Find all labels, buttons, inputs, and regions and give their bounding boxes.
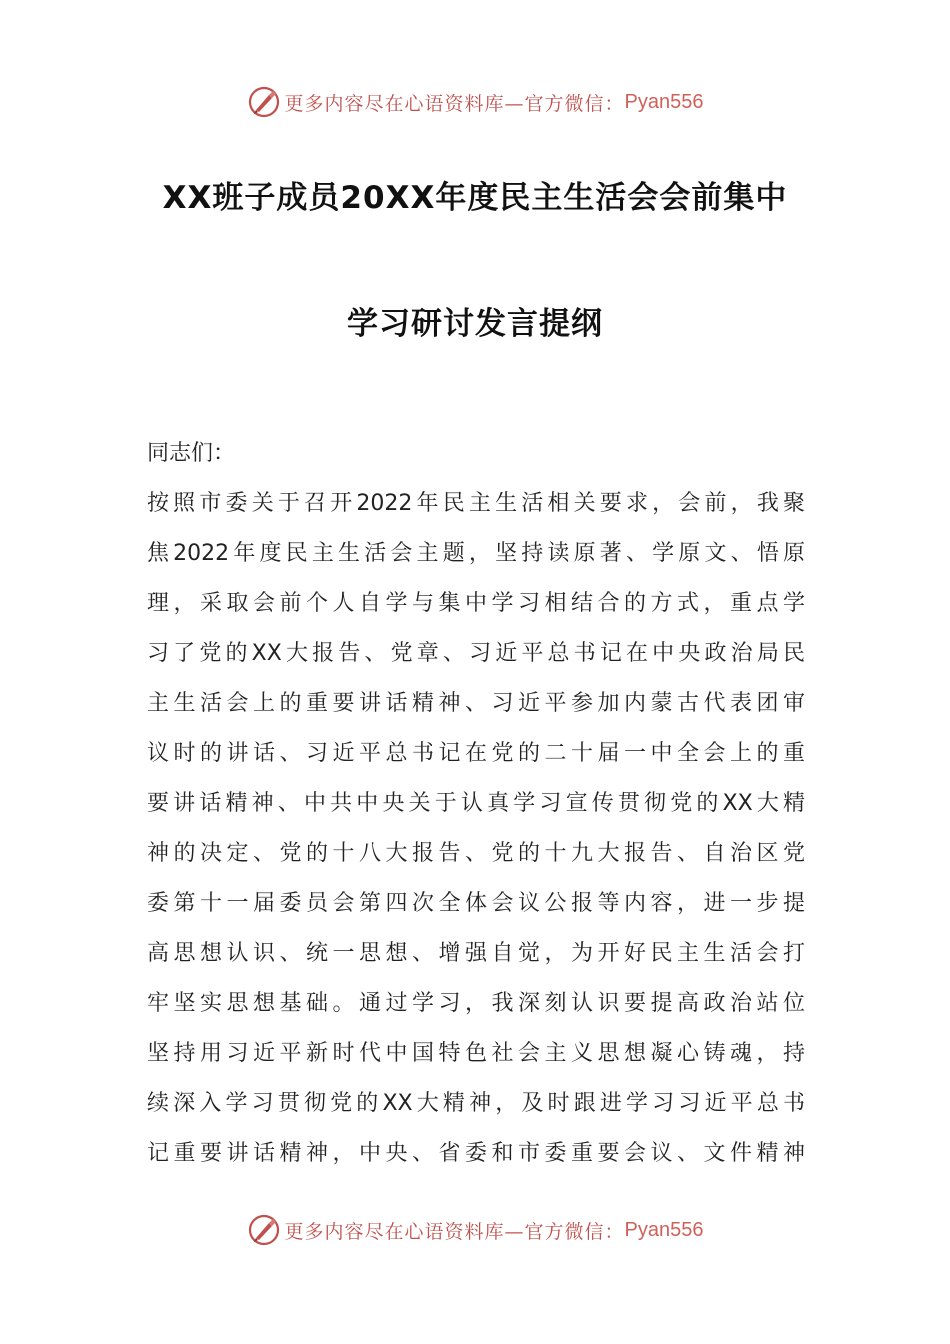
footer-banner	[0, 1210, 950, 1250]
header-banner	[0, 82, 950, 122]
document-title-line-2: 学习研讨发言提纲	[347, 306, 603, 342]
body-line: 主生活会上的重要讲话精神、习近平参加内蒙古代表团审	[147, 691, 805, 716]
pen-logo-icon	[247, 85, 281, 119]
document-title-line-1: XX班子成员20XX年度民主生活会会前集中	[162, 180, 788, 216]
body-line: 委第十一届委员会第四次全体会议公报等内容，进一步提	[147, 891, 805, 916]
body-line: 记重要讲话精神，中央、省委和市委重要会议、文件精神	[147, 1141, 805, 1166]
body-line: 理，采取会前个人自学与集中学习相结合的方式，重点学	[147, 591, 805, 616]
pen-logo-icon	[247, 1213, 281, 1247]
banner-text: 更多内容尽在心语资料库—官方微信：	[284, 92, 625, 115]
body-line: 续深入学习贯彻党的XX大精神，及时跟进学习习近平总书	[147, 1091, 805, 1116]
body-line: 坚持用习近平新时代中国特色社会主义思想凝心铸魂，持	[147, 1041, 805, 1066]
body-line: 按照市委关于召开2022年民主生活相关要求，会前，我聚	[147, 491, 805, 516]
banner-wechat-id: Pyan556	[624, 90, 704, 113]
body-line: 习了党的XX大报告、党章、习近平总书记在中央政治局民	[147, 641, 805, 666]
body-line: 议时的讲话、习近平总书记在党的二十届一中全会上的重	[147, 741, 805, 766]
banner-wechat-id: Pyan556	[624, 1218, 704, 1241]
body-line: 焦2022年度民主生活会主题，坚持读原著、学原文、悟原	[147, 541, 805, 566]
salutation: 同志们：	[147, 441, 236, 466]
document-body	[147, 429, 805, 1179]
body-line: 要讲话精神、中共中央关于认真学习宣传贯彻党的XX大精	[147, 791, 805, 816]
body-line: 牢坚实思想基础。通过学习，我深刻认识要提高政治站位	[147, 991, 805, 1016]
banner-text: 更多内容尽在心语资料库—官方微信：	[284, 1220, 625, 1243]
body-line: 高思想认识、统一思想、增强自觉，为开好民主生活会打	[147, 941, 805, 966]
body-line: 神的决定、党的十八大报告、党的十九大报告、自治区党	[147, 841, 805, 866]
